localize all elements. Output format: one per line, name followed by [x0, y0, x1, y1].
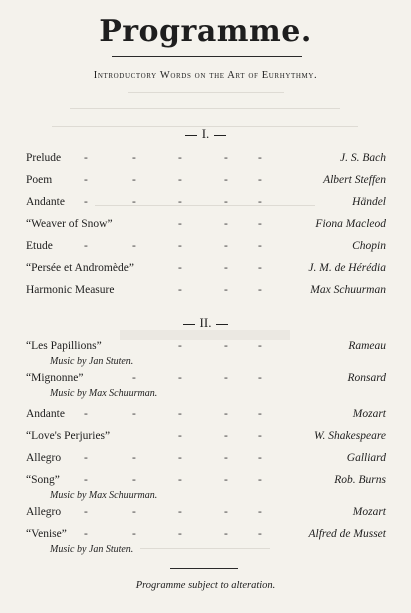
- leader-dash: -: [84, 506, 88, 518]
- leader-dash: -: [224, 506, 228, 518]
- programme-item: [26, 506, 386, 524]
- piece-title: Andante: [26, 408, 65, 420]
- leader-dash: -: [132, 196, 136, 208]
- music-credit: Music by Jan Stuten.: [50, 356, 134, 367]
- piece-title: “Persée et Andromède”: [26, 262, 134, 274]
- leader-dash: -: [178, 452, 182, 464]
- section-1-heading: [0, 126, 411, 142]
- author-name: Galliard: [346, 452, 386, 464]
- leader-dash: -: [258, 452, 262, 464]
- leader-dash: -: [224, 152, 228, 164]
- leader-dash: -: [258, 474, 262, 486]
- leader-dash: -: [178, 474, 182, 486]
- leader-dash: -: [258, 240, 262, 252]
- programme-item: [26, 174, 386, 192]
- leader-dash: -: [224, 372, 228, 384]
- leader-dash: -: [178, 408, 182, 420]
- programme-item: [26, 262, 386, 280]
- leader-dash: -: [132, 452, 136, 464]
- music-credit: Music by Jan Stuten.: [50, 544, 134, 555]
- leader-dash: -: [258, 506, 262, 518]
- author-name: Albert Steffen: [323, 174, 386, 186]
- dash: [183, 324, 195, 325]
- leader-dash: -: [224, 262, 228, 274]
- author-name: J. M. de Hérédia: [308, 262, 386, 274]
- piece-title: Poem: [26, 174, 53, 186]
- dash: [216, 324, 228, 325]
- leader-dash: -: [178, 218, 182, 230]
- leader-dash: -: [178, 430, 182, 442]
- piece-title: Allegro: [26, 506, 62, 518]
- leader-dash: -: [258, 218, 262, 230]
- programme-item: [26, 240, 386, 258]
- leader-dash: -: [258, 152, 262, 164]
- music-credit: Music by Max Schuurman.: [50, 388, 158, 399]
- piece-title: Harmonic Measure: [26, 284, 115, 296]
- leader-dash: -: [258, 372, 262, 384]
- bleed-through-rule: [70, 108, 340, 109]
- piece-title: “Les Papillions”: [26, 340, 102, 352]
- leader-dash: -: [224, 174, 228, 186]
- leader-dash: -: [178, 506, 182, 518]
- leader-dash: -: [224, 474, 228, 486]
- leader-dash: -: [178, 340, 182, 352]
- leader-dash: -: [224, 408, 228, 420]
- section-1-numeral: I.: [201, 126, 210, 141]
- piece-title: “Venise”: [26, 528, 67, 540]
- leader-dash: -: [258, 408, 262, 420]
- leader-dash: -: [84, 240, 88, 252]
- programme-item: [26, 452, 386, 470]
- leader-dash: -: [224, 284, 228, 296]
- leader-dash: -: [132, 474, 136, 486]
- leader-dash: -: [178, 372, 182, 384]
- leader-dash: -: [132, 408, 136, 420]
- author-name: Chopin: [352, 240, 386, 252]
- leader-dash: -: [224, 340, 228, 352]
- leader-dash: -: [132, 372, 136, 384]
- page-title: Programme.: [99, 14, 312, 49]
- section-2-numeral: II.: [199, 315, 212, 330]
- piece-title: Allegro: [26, 452, 62, 464]
- programme-item: [26, 284, 386, 302]
- footer-rule: [170, 568, 238, 569]
- author-name: Max Schuurman: [310, 284, 386, 296]
- leader-dash: -: [178, 240, 182, 252]
- programme-item: [26, 218, 386, 236]
- piece-title: “Weaver of Snow”: [26, 218, 113, 230]
- music-credit: Music by Max Schuurman.: [50, 490, 158, 501]
- title-rule: [112, 56, 302, 57]
- leader-dash: -: [224, 218, 228, 230]
- author-name: Fiona Macleod: [315, 218, 386, 230]
- leader-dash: -: [84, 152, 88, 164]
- leader-dash: -: [258, 174, 262, 186]
- author-name: Ronsard: [347, 372, 386, 384]
- piece-title: “Mignonne”: [26, 372, 84, 384]
- author-name: Rob. Burns: [334, 474, 386, 486]
- bleed-through-rule: [128, 92, 284, 93]
- leader-dash: -: [224, 430, 228, 442]
- piece-title: Andante: [26, 196, 65, 208]
- leader-dash: -: [224, 452, 228, 464]
- leader-dash: -: [258, 284, 262, 296]
- author-name: Mozart: [352, 408, 386, 420]
- footer-note: Programme subject to alteration.: [135, 580, 276, 591]
- leader-dash: -: [132, 240, 136, 252]
- leader-dash: -: [84, 408, 88, 420]
- section-2-heading: [0, 315, 411, 331]
- leader-dash: -: [224, 196, 228, 208]
- leader-dash: -: [258, 430, 262, 442]
- intro-line: Introductory Words on the Art of Eurhythmy.: [93, 70, 318, 81]
- leader-dash: -: [178, 174, 182, 186]
- programme-item: [26, 152, 386, 170]
- leader-dash: -: [84, 528, 88, 540]
- programme-item: [26, 196, 386, 214]
- programme-item: [26, 430, 386, 448]
- author-name: Mozart: [352, 506, 386, 518]
- leader-dash: -: [132, 174, 136, 186]
- leader-dash: -: [84, 452, 88, 464]
- piece-title: Prelude: [26, 152, 62, 164]
- leader-dash: -: [84, 474, 88, 486]
- leader-dash: -: [178, 196, 182, 208]
- leader-dash: -: [224, 528, 228, 540]
- piece-title: “Song”: [26, 474, 60, 486]
- leader-dash: -: [258, 262, 262, 274]
- leader-dash: -: [258, 528, 262, 540]
- bleed-through-rule: [140, 548, 270, 549]
- author-name: Händel: [352, 196, 386, 208]
- author-name: J. S. Bach: [340, 152, 386, 164]
- author-name: Rameau: [348, 340, 386, 352]
- leader-dash: -: [132, 528, 136, 540]
- leader-dash: -: [132, 152, 136, 164]
- leader-dash: -: [178, 262, 182, 274]
- dash: [214, 135, 226, 136]
- author-name: Alfred de Musset: [308, 528, 386, 540]
- leader-dash: -: [178, 284, 182, 296]
- leader-dash: -: [84, 196, 88, 208]
- leader-dash: -: [178, 528, 182, 540]
- piece-title: Etude: [26, 240, 53, 252]
- leader-dash: -: [258, 340, 262, 352]
- piece-title: “Love's Perjuries”: [26, 430, 111, 442]
- leader-dash: -: [178, 152, 182, 164]
- leader-dash: -: [84, 174, 88, 186]
- programme-item: [26, 408, 386, 426]
- leader-dash: -: [132, 506, 136, 518]
- dash: [185, 135, 197, 136]
- leader-dash: -: [224, 240, 228, 252]
- leader-dash: -: [258, 196, 262, 208]
- bleed-through-block: [120, 330, 290, 340]
- author-name: W. Shakespeare: [314, 430, 386, 442]
